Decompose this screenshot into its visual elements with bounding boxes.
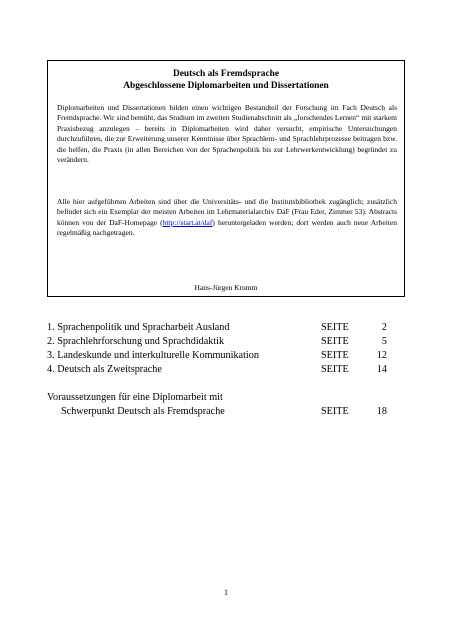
toc-extra-label: SEITE <box>321 406 349 417</box>
toc-label: SEITE <box>321 364 349 375</box>
homepage-link[interactable]: http://start.at/daf <box>162 217 213 227</box>
intro-box <box>47 60 405 297</box>
toc-label: SEITE <box>321 336 349 347</box>
toc-title: 3. Landeskunde und interkulturelle Kommunikation <box>47 350 259 361</box>
toc-extra-row-2 <box>47 405 387 418</box>
author-signature: Hans-Jürgen Krumm <box>194 283 258 292</box>
toc-label: SEITE <box>321 322 349 333</box>
intro-paragraph-1: Diplomarbeiten und Dissertationen bilden einen wichtigen Bestandteil der Forschung im Fach Deutsch als Fremdsprache. Wir sind bemüht, das Studium im zweiten Studienabschnitt als „forschendes Lernen“ mit starkem Praxisbezug anzulegen – bereits in Diplomarbeiten wird daher versucht, empirische Untersuchungen durchzuführen, die zur Erweiterung unserer Kenntnisse über Sprachlern- und Sprachlehrprozesse beitragen bzw. die helfen, die Praxis (in allen Bereichen von der Sprachenpolitik bis zur Lehrwerkentwicklung) begründet zu verändern. <box>57 103 397 165</box>
page-title: Deutsch als Fremdsprache <box>172 69 280 79</box>
toc-row <box>47 349 387 362</box>
toc-page: 14 <box>376 364 387 375</box>
toc-row <box>47 321 387 334</box>
toc-row <box>47 363 387 376</box>
page-number: 1 <box>224 588 228 597</box>
toc-title: 1. Sprachenpolitik und Spracharbeit Ausland <box>47 322 230 333</box>
toc-extra-title-line1: Voraussetzungen für eine Diplomarbeit mit <box>47 392 223 403</box>
toc-extra-row-1 <box>47 391 387 404</box>
intro-paragraph-2-text-a: Alle hier aufgeführten Arbeiten sind über die Universitäts- und die Institutsbibliothek zugänglich; zusätzlich befindet sich ein Exemplar der meisten Arbeiten im Lehrmaterialarchiv DaF (Frau Eder, Zimmer 53). Abstracts können von der DaF-Homepage ( <box>57 197 397 227</box>
toc-page: 5 <box>381 336 387 347</box>
toc-title: 4. Deutsch als Zweitsprache <box>47 364 162 375</box>
intro-paragraph-2 <box>57 197 397 239</box>
page-subtitle: Abgeschlossene Diplomarbeiten und Dissertationen <box>123 81 329 91</box>
toc-extra-title-line2: Schwerpunkt Deutsch als Fremdsprache <box>61 406 225 417</box>
toc-label: SEITE <box>321 350 349 361</box>
toc-page: 12 <box>376 350 387 361</box>
toc-title: 2. Sprachlehrforschung und Sprachdidaktik <box>47 336 225 347</box>
intro-paragraph-2-text-b: ) heruntergeladen werden; dort werden auch neue Arbeiten regelmäßig nachgetragen. <box>57 217 397 238</box>
toc-extra-page: 18 <box>376 406 387 417</box>
toc-page: 2 <box>381 322 387 333</box>
toc-row <box>47 335 387 348</box>
